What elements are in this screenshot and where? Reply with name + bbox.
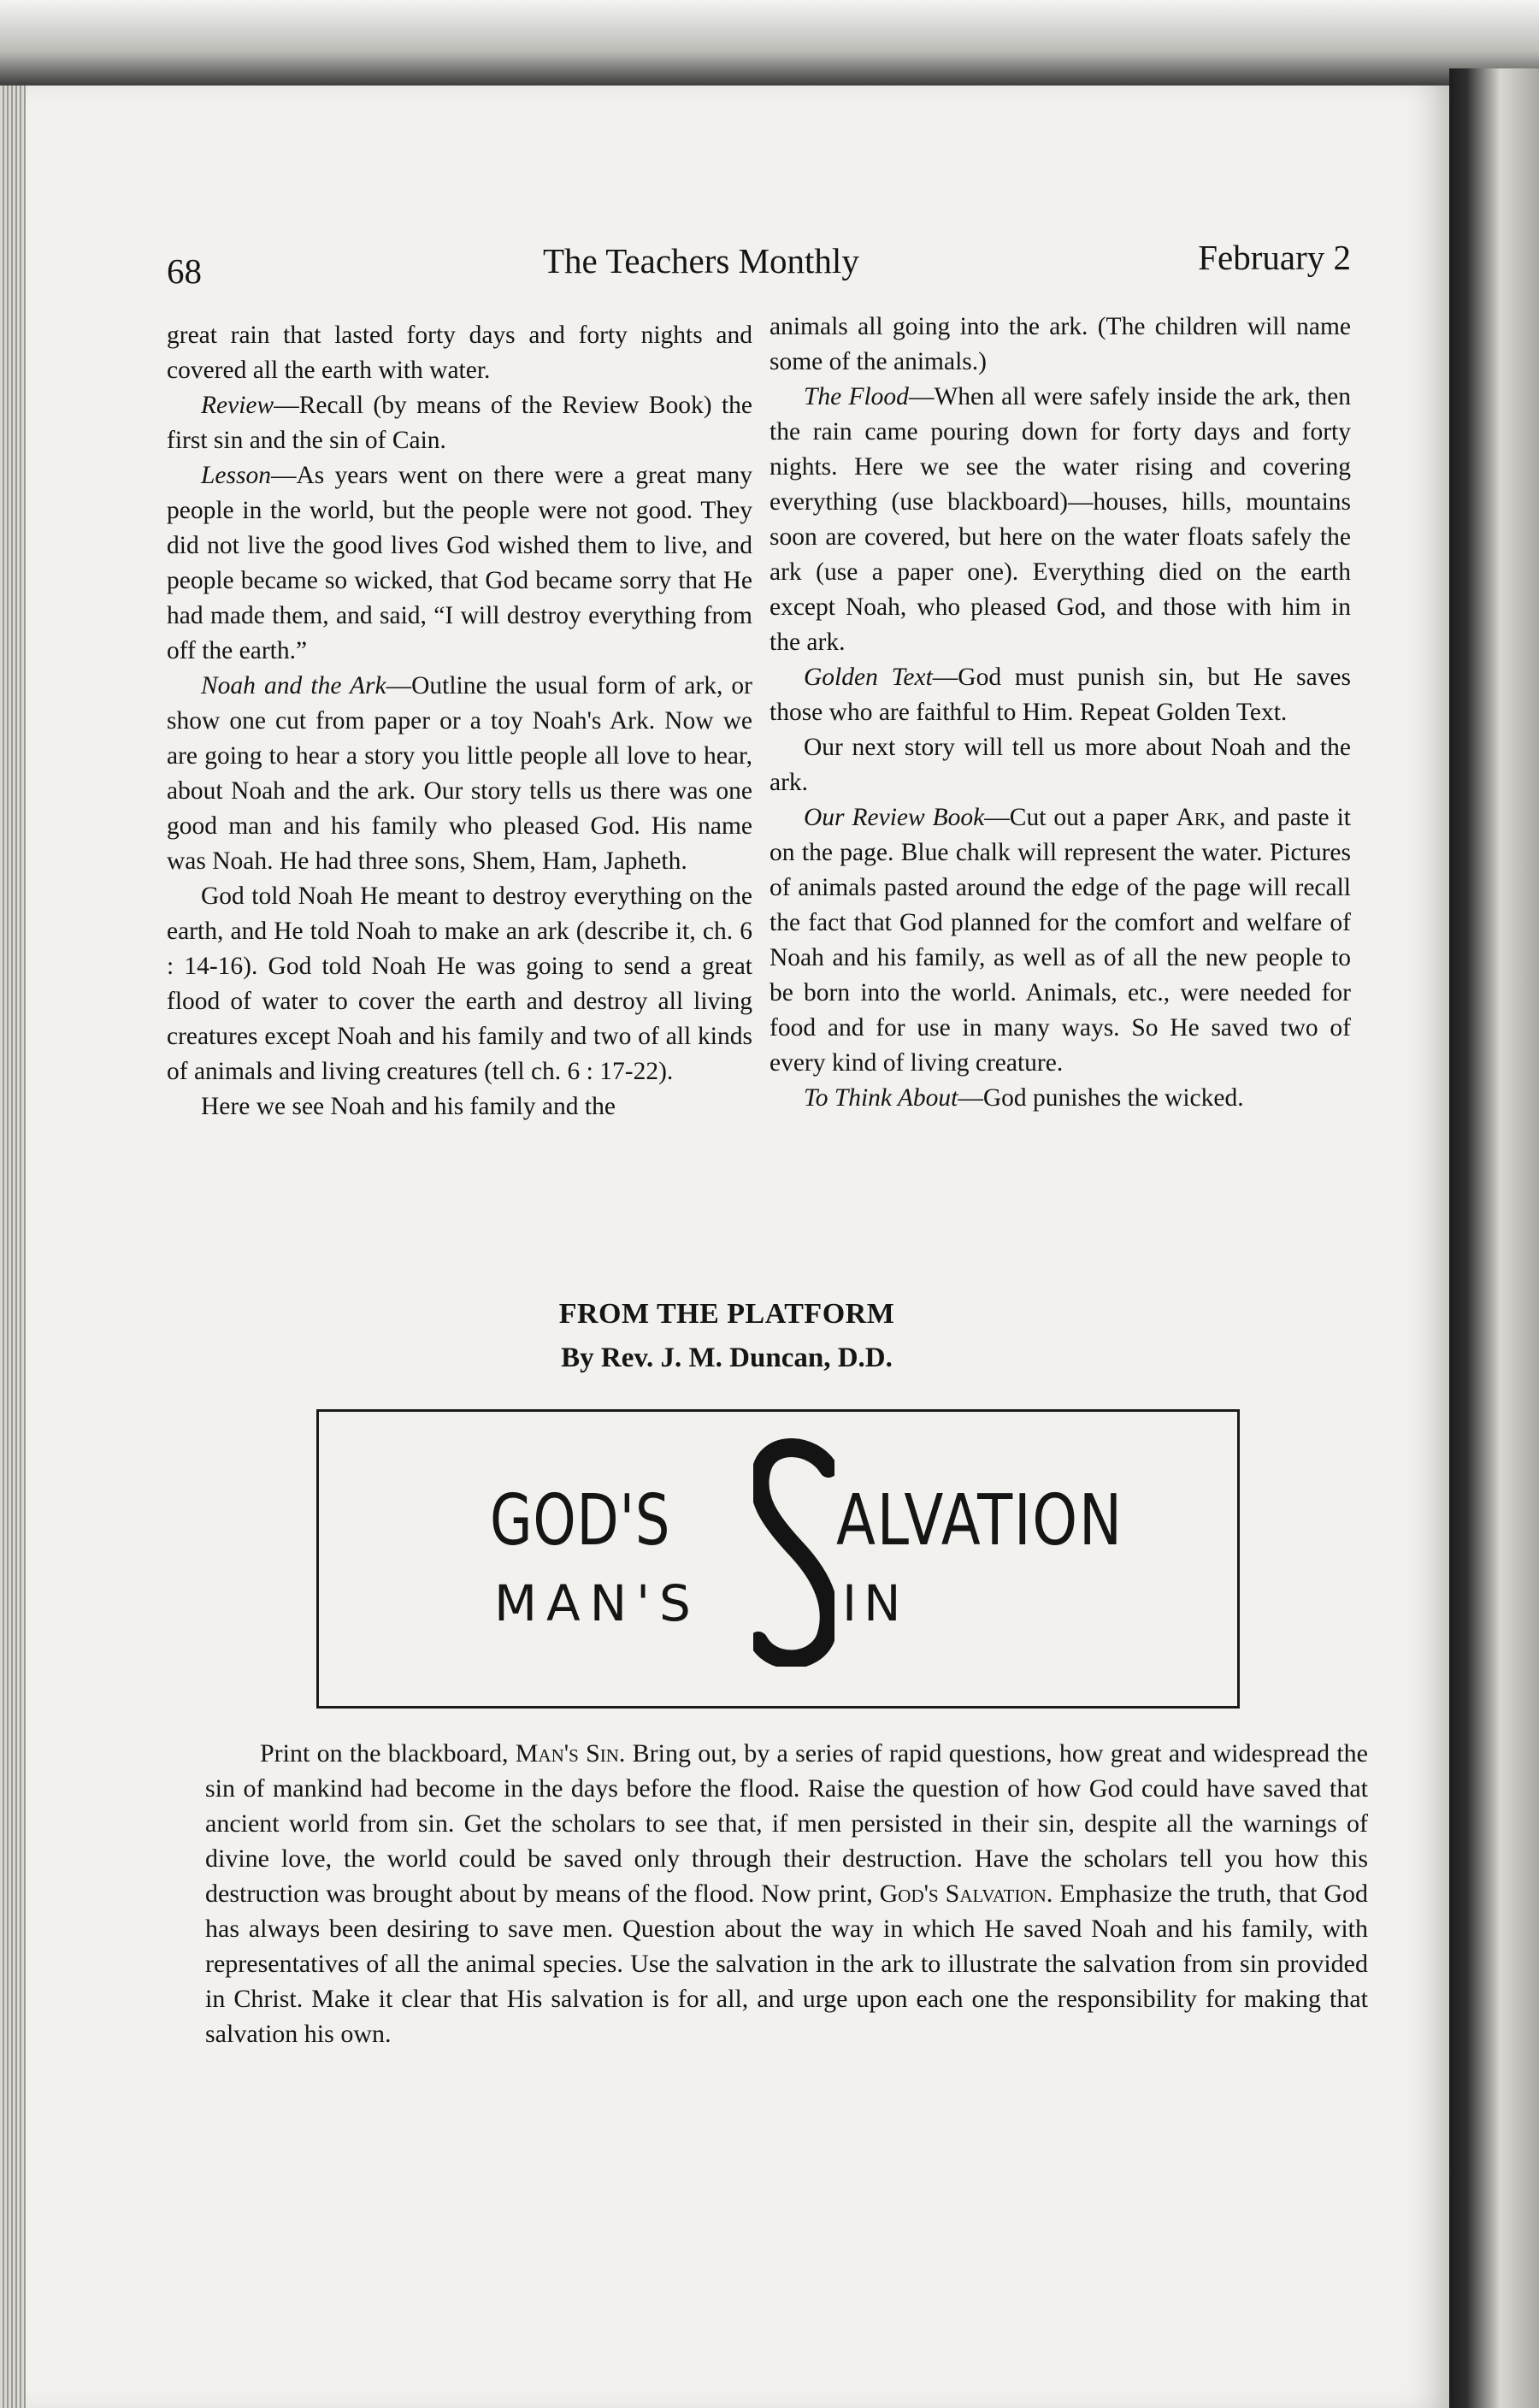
page-number: 68 — [167, 251, 202, 291]
board-word-in: IN — [842, 1574, 908, 1632]
paragraph: To Think About—God punishes the wicked. — [804, 1084, 1244, 1112]
paragraph: Print on the blackboard, Man's Sin. Bring out, by a series of rapid questions, how great and widespread the sin of mankind had become in the days before the flood. Raise the question of how God could have saved that ancient world from sin. Get the scholars to see that, if men persisted in their sin, despite all the warnings of divine love, the world could be saved only through their destruction. Have the scholars tell you how this destruction was brought about by means of the flood. Now print, God's Salvation. Emphasize the truth, that God has always been desiring to save men. Question about the way in which He saved Noah and his family, with representatives of all the animal species. Use the salvation in the ark to illustrate the salvation from sin provided in Christ. Make it clear that His salvation is for all, and urge upon each one the responsibility for making that salvation his own. — [205, 1739, 1369, 2048]
page-edges-left — [0, 86, 26, 2408]
noah-ark-label: Noah and the Ark — [201, 672, 386, 699]
journal-title: The Teachers Monthly — [543, 241, 859, 280]
paragraph: Lesson—As years went on there were a great many people in the world, but the people were not good. They did not live the good lives God wished them to live, and people became so wicked, that God became sorry that He had made them, and said, “I will destroy everything from off the earth.” — [167, 462, 752, 664]
running-head — [167, 227, 1351, 291]
board-word-mans: MAN'S — [494, 1574, 700, 1632]
issue-date: February 2 — [1198, 238, 1351, 277]
scan-top-background — [0, 0, 1539, 86]
board-word-gods: GOD'S — [490, 1480, 671, 1561]
paragraph: Our next story will tell us more about Noah and the ark. — [770, 734, 1351, 796]
paragraph: God told Noah He meant to destroy everything on the earth, and He told Noah to make an ark (describe it, ch. 6 : 14-16). God told Noah He was going to send a great flood of water to cover the earth and destroy all living creatures except Noah and his family and two of all kinds of animals and living creatures (tell ch. 6 : 17-22). — [167, 882, 752, 1085]
paragraph: Review—Recall (by means of the Review Book) the first sin and the sin of Cain. — [167, 392, 752, 454]
think-about-label: To Think About — [804, 1084, 958, 1112]
golden-text-label: Golden Text — [804, 664, 933, 691]
paragraph: Our Review Book—Cut out a paper Ark, and paste it on the page. Blue chalk will represent the water. Pictures of animals pasted around the edge of the page will recall the fact that God planned for the comfort and welfare of Noah and his family, as well as of all the new people to be born into the world. Animals, etc., were needed for food and for use in many ways. So He saved two of every kind of living creature. — [770, 804, 1351, 1077]
right-column — [770, 310, 1351, 1116]
board-word-salvation: ALVATION — [836, 1480, 1123, 1561]
paragraph: The Flood—When all were safely inside the ark, then the rain came pouring down for forty days and forty nights. Here we see the water rising and covering everything (use blackboard)—houses, hills, mountains soon are covered, but here on the water floats safely the ark (use a paper one). Everything died on the earth except Noah, who pleased God, and those with him in the ark. — [770, 383, 1351, 656]
left-column — [167, 318, 752, 1124]
book-spine-shadow — [1449, 68, 1539, 2408]
paragraph: Golden Text—God must punish sin, but He saves those who are faithful to Him. Repeat Golden Text. — [770, 664, 1351, 726]
flood-label: The Flood — [804, 383, 909, 410]
paragraph: Here we see Noah and his family and the — [201, 1093, 616, 1120]
section-author: By Rev. J. M. Duncan, D.D. — [561, 1343, 893, 1373]
big-s-letter-icon — [753, 1436, 834, 1667]
lesson-label: Lesson — [201, 462, 271, 489]
review-label: Review — [201, 392, 274, 419]
section-heading: FROM THE PLATFORM — [558, 1298, 895, 1330]
paragraph: animals all going into the ark. (The children will name some of the animals.) — [770, 313, 1351, 375]
paragraph: great rain that lasted forty days and forty nights and covered all the earth with water. — [167, 322, 752, 384]
paragraph: Noah and the Ark—Outline the usual form of ark, or show one cut from paper or a toy Noah's Ark. Now we are going to hear a story you little people all love to hear, about Noah and the ark. Our story tells us there was one good man and his family who pleased God. His name was Noah. He had three sons, Shem, Ham, Japheth. — [167, 672, 752, 875]
platform-body — [205, 1736, 1368, 2051]
review-book-label: Our Review Book — [804, 804, 985, 831]
blackboard-illustration — [316, 1409, 1240, 1709]
